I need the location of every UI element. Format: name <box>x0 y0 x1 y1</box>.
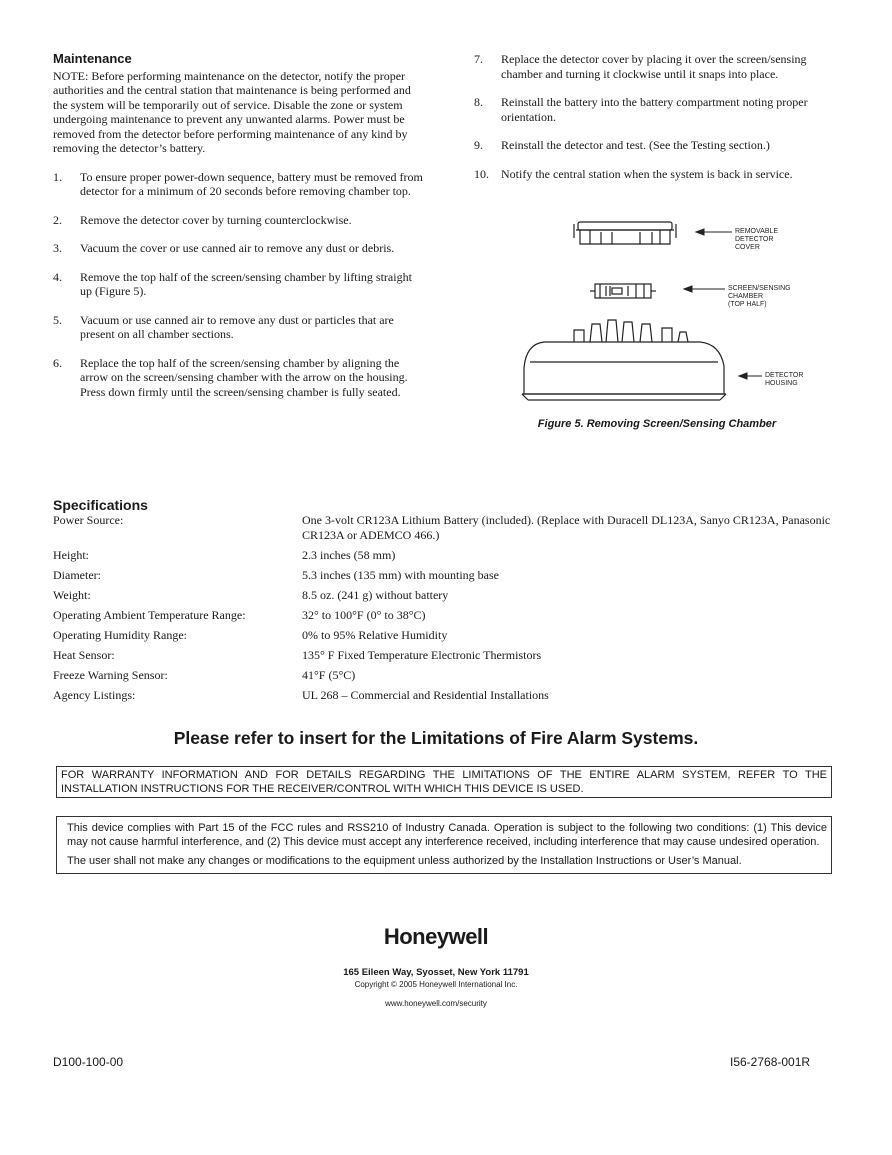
step-number: 8. <box>474 95 483 109</box>
maintenance-heading: Maintenance <box>53 51 132 66</box>
list-item <box>474 167 846 182</box>
document-number-right: I56-2768-001R <box>730 1055 811 1069</box>
step-number: 9. <box>474 138 483 152</box>
list-item <box>53 213 425 228</box>
spec-label: Height: <box>53 547 89 562</box>
spec-value: 0% to 95% Relative Humidity <box>302 627 448 642</box>
fcc-notice-box <box>56 816 832 874</box>
spec-value: 5.3 inches (135 mm) with mounting base <box>302 567 499 582</box>
step-text: Replace the detector cover by placing it over the screen/sensing chamber and turning it clockwise until it snaps into place. <box>501 52 807 81</box>
spec-row <box>53 568 843 583</box>
spec-label: Agency Listings: <box>53 687 136 702</box>
spec-label: Heat Sensor: <box>53 647 115 662</box>
step-number: 2. <box>53 212 62 227</box>
chamber-label: SCREEN/SENSING CHAMBER (TOP HALF) <box>728 285 791 308</box>
honeywell-logo: Honeywell <box>383 924 489 949</box>
specifications-section <box>53 497 843 708</box>
step-text: To ensure proper power-down sequence, battery must be removed from detector for a minimum of 20 seconds before removing chamber top. <box>80 169 423 198</box>
step-number: 5. <box>53 312 62 327</box>
maintenance-section <box>53 52 425 413</box>
specifications-heading: Specifications <box>53 497 148 513</box>
spec-label: Weight: <box>53 587 91 602</box>
removable-cover-drawing <box>574 222 676 244</box>
spec-row <box>53 668 843 683</box>
warranty-notice-box <box>56 766 832 798</box>
step-number: 7. <box>474 52 483 66</box>
spec-value: UL 268 – Commercial and Residential Installations <box>302 687 549 702</box>
list-item <box>53 270 425 299</box>
document-number-left: D100-100-00 <box>53 1055 124 1069</box>
list-item <box>53 170 425 199</box>
step-text: Reinstall the battery into the battery compartment noting proper orientation. <box>501 95 808 124</box>
limitations-heading: Please refer to insert for the Limitations of Fire Alarm Systems. <box>173 728 699 748</box>
spec-value: 135° F Fixed Temperature Electronic Thermistors <box>302 647 542 662</box>
warranty-text: FOR WARRANTY INFORMATION AND FOR DETAILS REGARDING THE LIMITATIONS OF THE ENTIRE ALARM SYSTEM, REFER TO THE INSTALLATION INSTRUCTIONS FOR THE RECEIVER/CONTROL WITH WHICH THIS DEVICE IS USED. <box>61 769 827 795</box>
spec-value: 2.3 inches (58 mm) <box>302 547 396 562</box>
step-number: 4. <box>53 269 62 284</box>
spec-label: Freeze Warning Sensor: <box>53 667 168 682</box>
maintenance-steps-list-continued <box>474 52 846 181</box>
step-number: 1. <box>53 169 62 184</box>
spec-row <box>53 588 843 603</box>
spec-row <box>53 513 843 542</box>
spec-row <box>53 688 843 703</box>
step-number: 3. <box>53 241 62 255</box>
step-text: Remove the detector cover by turning counterclockwise. <box>80 212 352 227</box>
step-text: Vacuum or use canned air to remove any dust or particles that are present on all chamber sections. <box>80 312 394 341</box>
spec-row <box>53 608 843 623</box>
figure-caption: Figure 5. Removing Screen/Sensing Chamber <box>537 418 777 430</box>
step-text: Vacuum the cover or use canned air to remove any dust or debris. <box>80 241 395 255</box>
step-number: 6. <box>53 355 62 370</box>
step-text: Reinstall the detector and test. (See the Testing section.) <box>501 138 770 152</box>
step-text: Notify the central station when the system is back in service. <box>501 166 793 181</box>
sensing-chamber-drawing <box>590 284 656 298</box>
detector-housing-drawing <box>522 320 726 400</box>
maintenance-steps-continued <box>474 52 846 195</box>
spec-value: 32° to 100°F (0° to 38°C) <box>302 607 426 622</box>
maintenance-note: NOTE: Before performing maintenance on the detector, notify the proper authorities and the central station that maintenance is being performed and the system will be temporarily out of service. Disable the zone or system undergoing maintenance to prevent any unwanted alarms. Power must be removed from the detector before performing maintenance of any kind by removing the detector’s battery. <box>53 68 411 155</box>
spec-label: Operating Ambient Temperature Range: <box>53 607 246 622</box>
spec-value: One 3-volt CR123A Lithium Battery (included). (Replace with Duracell DL123A, Sanyo CR123A, Panasonic CR123A or ADEMCO 466.) <box>302 513 831 542</box>
website-url: www.honeywell.com/security <box>385 999 487 1008</box>
spec-label: Diameter: <box>53 567 101 582</box>
step-text: Remove the top half of the screen/sensing chamber by lifting straight up (Figure 5). <box>80 269 412 298</box>
fcc-paragraph-1: This device complies with Part 15 of the FCC rules and RSS210 of Industry Canada. Operation is subject to the following two conditions: (1) This device may not cause harmful interference, and (2) This device must accept any interference received, including interference that may cause undesired operation. <box>67 822 827 848</box>
list-item <box>53 313 425 342</box>
cover-label: REMOVABLE DETECTOR COVER <box>735 228 779 251</box>
step-number: 10. <box>474 166 489 181</box>
list-item <box>474 95 846 124</box>
step-text: Replace the top half of the screen/sensing chamber by aligning the arrow on the screen/sensing chamber with the arrow on the housing. Press down firmly until the screen/sensing chamber is fully seated. <box>80 355 408 399</box>
list-item <box>474 138 846 153</box>
list-item <box>474 52 846 81</box>
spec-value: 8.5 oz. (241 g) without battery <box>302 587 449 602</box>
spec-row <box>53 648 843 663</box>
copyright-notice: Copyright © 2005 Honeywell International Inc. <box>354 980 518 989</box>
company-address: 165 Eileen Way, Syosset, New York 11791 <box>343 967 529 978</box>
fcc-paragraph-2: The user shall not make any changes or modifications to the equipment unless authorized by the Installation Instructions or User’s Manual. <box>67 855 742 867</box>
detector-exploded-figure <box>500 210 840 410</box>
spec-label: Power Source: <box>53 513 124 527</box>
housing-label: DETECTOR HOUSING <box>765 372 804 387</box>
spec-value: 41°F (5°C) <box>302 667 356 682</box>
list-item <box>53 356 425 400</box>
list-item <box>53 241 425 256</box>
spec-label: Operating Humidity Range: <box>53 627 187 642</box>
maintenance-steps-list <box>53 170 425 400</box>
spec-row <box>53 548 843 563</box>
spec-row <box>53 628 843 643</box>
